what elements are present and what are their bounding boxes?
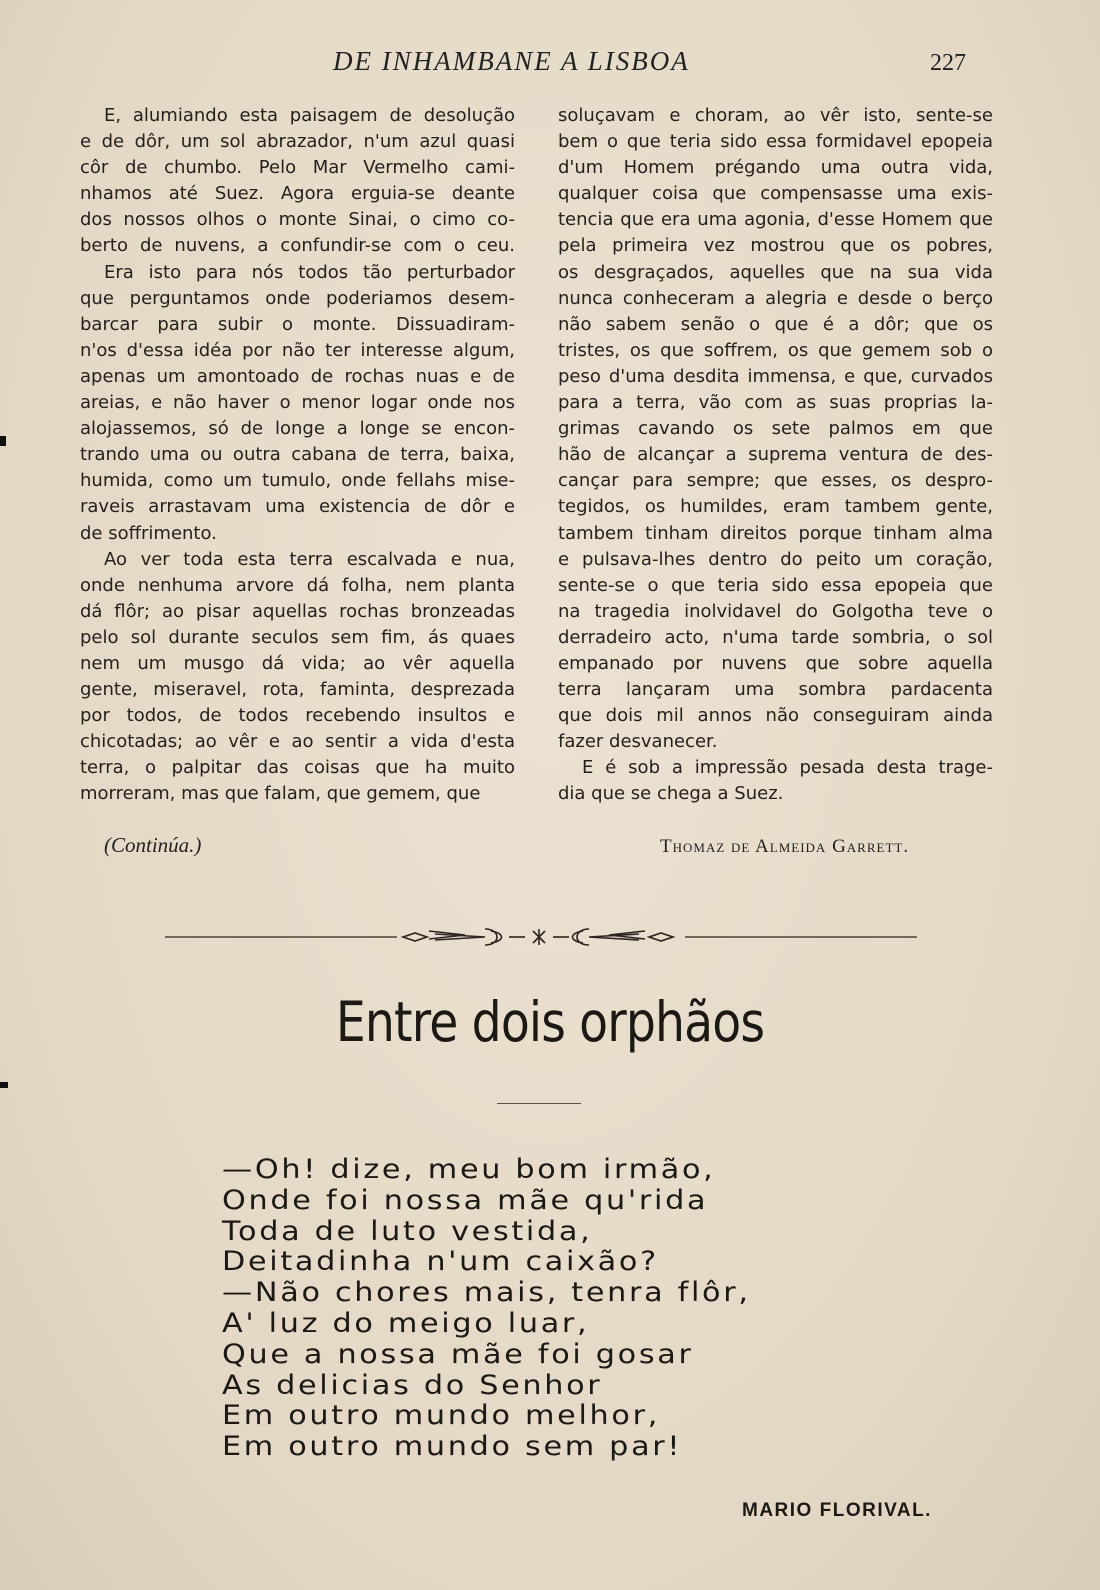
text-line: tegidos, os humildes, eram tambem gente, [558,496,993,518]
text-line: d'um Homem prégando uma outra vida, [558,157,993,179]
text-line: hão de alcançar a suprema ventura de des- [558,444,993,466]
article-author: Thomaz de Almeida Garrett. [660,836,910,857]
text-line: pelo sol durante seculos sem fim, ás quaes [80,626,515,648]
text-line: nhamos até Suez. Agora erguia-se deante [80,183,515,205]
text-line: apenas um amontoado de rochas nuas e de [80,365,515,387]
poem-verse: A' luz do meigo luar, [222,1307,590,1339]
text-line: para a terra, vão com as suas proprias la- [558,392,993,414]
text-line: qualquer coisa que compensasse uma exis- [558,183,993,205]
text-line: que dois mil annos não conseguiram ainda [558,705,993,727]
text-line: areias, e não haver o menor logar onde nos [80,392,515,414]
text-line: peso d'uma desdita immensa, e que, curvados [558,365,993,387]
text-line: bem o que teria sido essa formidavel epopeia [558,131,993,153]
text-line: morreram, mas que falam, que gemem, que [80,783,481,805]
text-line: dia que se chega a Suez. [558,783,784,805]
scan-edge-mark [0,1082,8,1088]
text-line: Ao ver toda esta terra escalvada e nua, [104,548,515,570]
text-line: derradeiro acto, n'uma tarde sombria, o sol [558,626,993,648]
poem-author: MARIO FLORIVAL. [742,1500,932,1521]
text-line: dá flôr; ao pisar aquellas rochas bronzeadas [80,600,515,622]
text-line: E, alumiando esta paisagem de desolução [104,105,515,126]
poem-title: Entre dois orphãos [335,990,765,1054]
text-line: nem um musgo dá vida; ao vêr aquella [80,652,515,674]
text-line: nunca conheceram a alegria e desde o berço [558,287,993,309]
text-line: trando uma ou outra cabana de terra, baixa, [80,444,515,466]
poem-verse: Onde foi nossa mãe qu'rida [222,1184,709,1216]
text-line: tencia que era uma agonia, d'esse Homem que [558,209,993,231]
poem-verse: Em outro mundo melhor, [222,1400,661,1432]
text-line: berto de nuvens, a confundir-se com o ceu. [80,235,515,257]
text-line: tristes, os que soffrem, os que gemem sob o [558,339,993,361]
text-line: n'os d'essa idéa por não ter interesse algum, [80,339,515,361]
text-line: terra lançaram uma sombra pardacenta [558,679,993,701]
text-line: de soffrimento. [80,522,217,544]
poem-verse: Toda de luto vestida, [222,1215,593,1247]
poem-verse: Em outro mundo sem par! [222,1431,683,1463]
scan-edge-mark [0,436,6,446]
article-left-column [80,103,515,808]
scrollwork-divider-icon [165,925,917,949]
text-line: os desgraçados, aquelles que na sua vida [558,261,993,283]
text-line: tambem tinham direitos porque tinham alma [558,522,993,544]
poem-verses [222,1154,751,1463]
poem-verse: As delicias do Senhor [222,1369,603,1401]
poem-verse: Que a nossa mãe foi gosar [222,1338,694,1370]
text-line: barcar para subir o monte. Dissuadiram- [80,313,515,335]
running-head [0,46,1100,82]
text-line: humida, como um tumulo, onde fellahs mise- [80,470,515,492]
text-line: sente-se o que teria sido essa epopeia que [558,574,993,596]
poem-verse: Deitadinha n'um caixão? [222,1246,659,1278]
poem-verse: —Oh! dize, meu bom irmão, [222,1154,716,1185]
running-title: DE INHAMBANE A LISBOA [333,46,690,76]
page-number: 227 [930,50,966,76]
text-line: Era isto para nós todos tão perturbador [104,261,515,283]
text-line: chicotadas; ao vêr e ao sentir a vida d'esta [80,731,515,753]
text-line: não sabem senão o que é a dôr; que os [558,313,993,335]
text-line: terra, o palpitar das coisas que ha muito [80,757,515,779]
text-line: empanado por nuvens que sobre aquella [558,652,993,674]
text-line: E é sob a impressão pesada desta trage- [582,757,993,779]
text-line: raveis arrastavam uma existencia de dôr e [80,496,515,518]
text-line: e pulsava-lhes dentro do peito um coração, [558,548,993,570]
text-line: onde nenhuma arvore dá folha, nem planta [80,574,515,596]
text-line: alojassemos, só de longe a longe se encon- [80,418,515,440]
continued-note: (Continúa.) [104,833,202,857]
text-line: côr de chumbo. Pelo Mar Vermelho cami- [80,157,515,179]
text-line: gente, miseravel, rota, faminta, desprezada [80,679,515,701]
text-line: na tragedia inolvidavel do Golgotha teve o [558,600,993,622]
text-line: e de dôr, um sol abrazador, n'um azul quasi [80,131,515,153]
article-right-column [558,103,993,808]
text-line: fazer desvanecer. [558,731,718,753]
poem-verse: —Não chores mais, tenra flôr, [222,1277,751,1309]
text-line: dos nossos olhos o monte Sinai, o cimo co- [80,209,515,231]
text-line: cançar para sempre; que esses, os despro- [558,470,993,492]
text-line: que perguntamos onde poderiamos desem- [80,287,515,309]
text-line: pela primeira vez mostrou que os pobres, [558,235,993,257]
text-line: por todos, de todos recebendo insultos e [80,705,515,727]
title-rule [497,1103,581,1104]
text-line: soluçavam e choram, ao vêr isto, sente-se [558,105,993,126]
text-line: grimas cavando os sete palmos em que [558,418,993,440]
